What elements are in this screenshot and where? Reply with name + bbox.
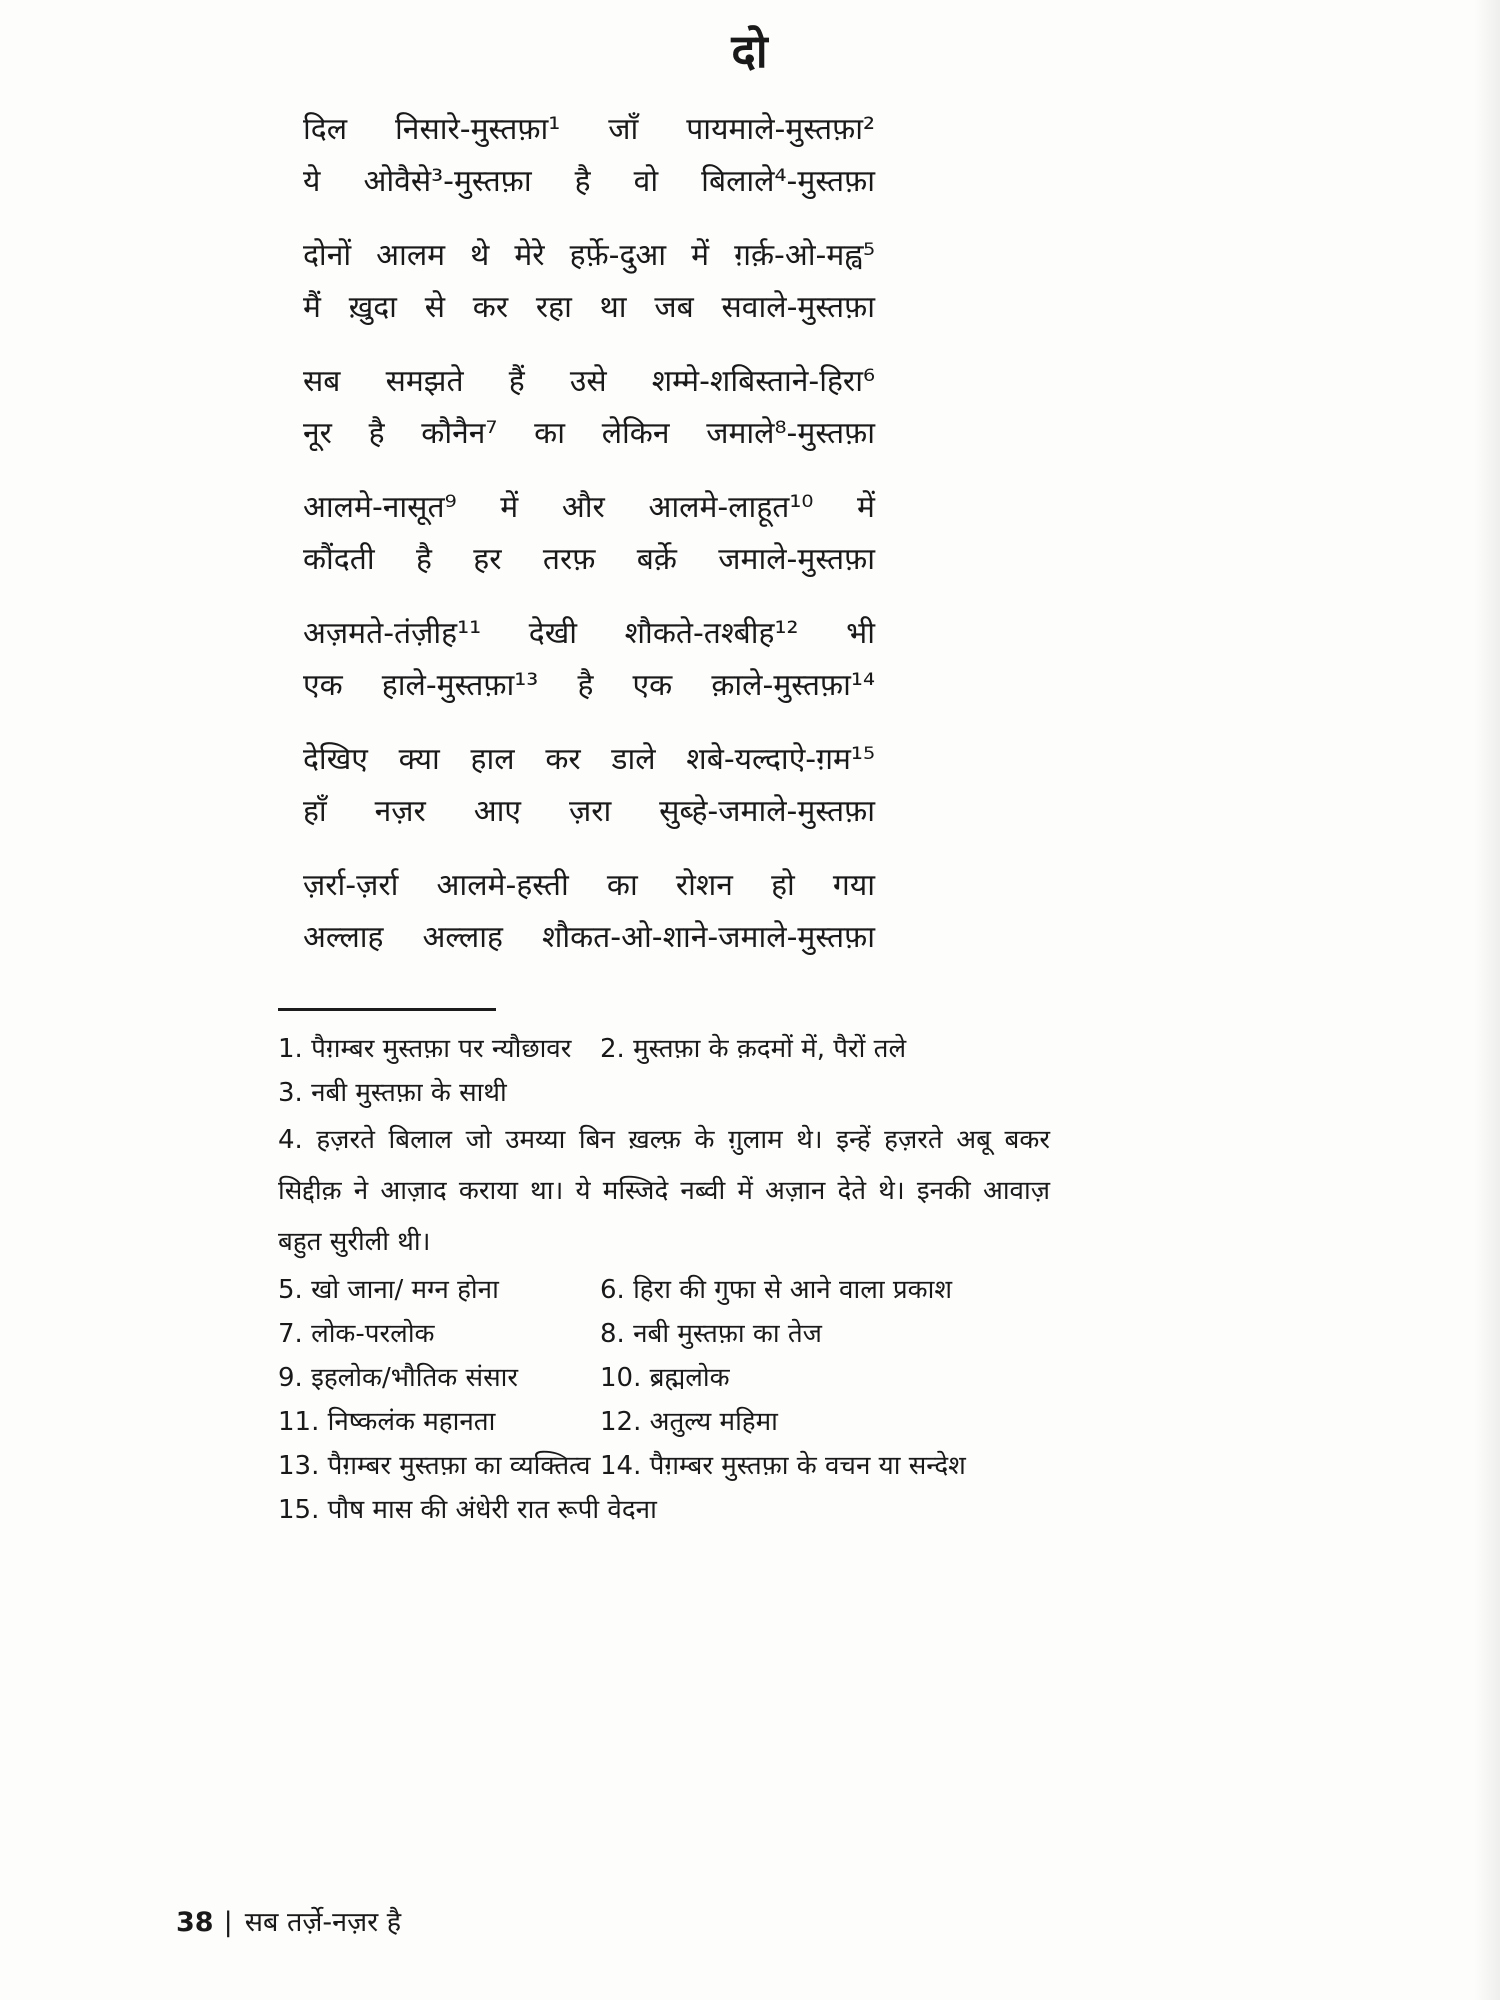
footnote-14: 14. पैग़म्बर मुस्तफ़ा के वचन या सन्देश xyxy=(600,1451,966,1481)
footnote-7: 7. लोक-परलोक xyxy=(278,1319,435,1349)
footnote-row xyxy=(278,1071,1058,1115)
poem-couplet xyxy=(303,860,875,964)
poem-section xyxy=(303,104,875,964)
page-number: 38 xyxy=(176,1907,214,1938)
footnote-9: 9. इहलोक/भौतिक संसार xyxy=(278,1363,519,1393)
poem-couplet xyxy=(303,482,875,586)
footnote-row xyxy=(278,1027,1058,1071)
book-title: सब तर्ज़े-नज़र है xyxy=(244,1907,402,1938)
footnotes-section xyxy=(278,1027,1058,1532)
footnote-4: 4. हज़रते बिलाल जो उमय्या बिन ख़ल्फ़ के ग़ुलाम थे। इन्हें हज़रते अबू बकर सिद्दीक़ ने आज़ाद कराया था। ये मस्जिदे नब्वी में अज़ान देते थे। इनकी आवाज़ बहुत सुरीली थी। xyxy=(278,1125,1050,1257)
footnote-5: 5. खो जाना/ मग्न होना xyxy=(278,1275,499,1305)
footnote-row xyxy=(278,1115,1058,1268)
poem-line: ज़र्रा-ज़र्रा आलमे-हस्ती का रोशन हो गया xyxy=(303,868,875,903)
poem-line: दिल निसारे-मुस्तफ़ा¹ जाँ पायमाले-मुस्तफ़ा² xyxy=(303,112,875,147)
footnote-8: 8. नबी मुस्तफ़ा का तेज xyxy=(600,1319,822,1349)
poem-line: कौंदती है हर तरफ़ बर्क़े जमाले-मुस्तफ़ा xyxy=(303,542,875,577)
poem-line: देखिए क्या हाल कर डाले शबे-यल्दाऐ-ग़म¹⁵ xyxy=(303,742,875,777)
footnote-3: 3. नबी मुस्तफ़ा के साथी xyxy=(278,1078,507,1108)
poem-couplet xyxy=(303,734,875,838)
page-footer xyxy=(176,1906,401,1940)
footnote-15: 15. पौष मास की अंधेरी रात रूपी वेदना xyxy=(278,1495,657,1525)
poem-line: अज़मते-तंज़ीह¹¹ देखी शौकते-तश्बीह¹² भी xyxy=(303,616,875,651)
footnote-row xyxy=(278,1312,1058,1356)
poem-couplet xyxy=(303,230,875,334)
poem-line: एक हाले-मुस्तफ़ा¹³ है एक क़ाले-मुस्तफ़ा¹⁴ xyxy=(303,668,875,703)
poem-couplet xyxy=(303,356,875,460)
footer-separator: | xyxy=(223,1907,233,1938)
page-title: दो xyxy=(731,24,769,78)
footnote-row xyxy=(278,1400,1058,1444)
poem-line: सब समझते हैं उसे शम्मे-शबिस्ताने-हिरा⁶ xyxy=(303,364,875,399)
footnote-13: 13. पैग़म्बर मुस्तफ़ा का व्यक्तित्व xyxy=(278,1451,591,1481)
poem-line: नूर है कौनैन⁷ का लेकिन जमाले⁸-मुस्तफ़ा xyxy=(303,416,875,451)
poem-line: आलमे-नासूत⁹ में और आलमे-लाहूत¹⁰ में xyxy=(303,490,875,525)
poem-line: दोनों आलम थे मेरे हर्फ़े-दुआ में ग़र्क़-ओ-मह्व⁵ xyxy=(303,238,875,273)
poem-line: मैं ख़ुदा से कर रहा था जब सवाले-मुस्तफ़ा xyxy=(303,290,875,325)
footnote-row xyxy=(278,1444,1058,1488)
poem-line: ये ओवैसे³-मुस्तफ़ा है वो बिलाले⁴-मुस्तफ़ा xyxy=(303,164,875,199)
footnote-row xyxy=(278,1268,1058,1312)
footnote-row xyxy=(278,1488,1058,1532)
footnote-12: 12. अतुल्य महिमा xyxy=(600,1407,778,1437)
footnote-row xyxy=(278,1356,1058,1400)
poem-couplet xyxy=(303,608,875,712)
footnote-10: 10. ब्रह्मलोक xyxy=(600,1363,730,1393)
poem-line: अल्लाह अल्लाह शौकत-ओ-शाने-जमाले-मुस्तफ़ा xyxy=(303,920,875,955)
poem-line: हाँ नज़र आए ज़रा सुब्हे-जमाले-मुस्तफ़ा xyxy=(303,794,875,829)
scan-edge-shading xyxy=(1474,0,1500,2000)
footnote-1: 1. पैग़म्बर मुस्तफ़ा पर न्यौछावर xyxy=(278,1034,572,1064)
footnote-11: 11. निष्कलंक महानता xyxy=(278,1407,496,1437)
footnote-2: 2. मुस्तफ़ा के क़दमों में, पैरों तले xyxy=(600,1034,907,1064)
poem-couplet xyxy=(303,104,875,208)
footnote-6: 6. हिरा की गुफा से आने वाला प्रकाश xyxy=(600,1275,952,1305)
footnote-divider xyxy=(278,1008,496,1011)
